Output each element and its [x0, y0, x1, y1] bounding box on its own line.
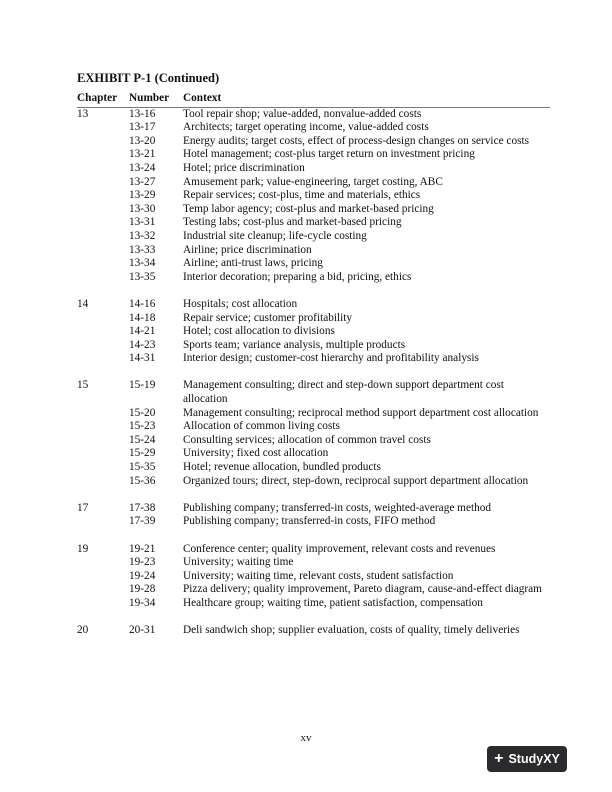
context-cell: Hotel; cost allocation to divisions: [183, 325, 335, 338]
chapter-cell: [77, 230, 129, 244]
chapter-cell: 15: [77, 379, 89, 392]
chapter-cell: [77, 461, 129, 475]
context-cell: Hotel; price discrimination: [183, 161, 305, 174]
context-cell: University; waiting time: [183, 556, 294, 569]
number-cell: 13-30: [129, 202, 156, 215]
chapter-cell: 20: [77, 624, 89, 637]
chapter-cell: [77, 189, 129, 203]
number-cell: 13-29: [129, 189, 156, 202]
chapter-cell: [77, 271, 129, 285]
context-cell: Energy audits; target costs, effect of process-design changes on service costs: [183, 134, 530, 147]
number-cell: 13-17: [129, 121, 156, 134]
number-cell: 15-29: [129, 447, 156, 460]
table-row: [77, 379, 550, 406]
chapter-cell: [77, 475, 129, 489]
table-row: [77, 352, 550, 366]
chapter-group: [77, 502, 550, 529]
chapter-cell: [77, 257, 129, 271]
number-cell: 13-20: [129, 134, 156, 147]
context-cell: Management consulting; reciprocal method support department cost allocation: [183, 406, 539, 419]
table-row: [77, 108, 550, 122]
chapter-cell: [77, 325, 129, 339]
table-row: [77, 502, 550, 516]
number-cell: 19-28: [129, 583, 156, 596]
table-header: [77, 92, 550, 108]
number-cell: 14-31: [129, 352, 156, 365]
chapter-cell: 14: [77, 297, 89, 310]
table-row: [77, 244, 550, 258]
table-row: [77, 148, 550, 162]
context-cell: Interior design; customer-cost hierarchy and profitability analysis: [183, 352, 479, 365]
context-cell: Airline; price discrimination: [183, 243, 312, 256]
number-cell: 14-23: [129, 338, 156, 351]
context-cell: Publishing company; transferred-in costs, FIFO method: [183, 515, 436, 528]
chapter-cell: [77, 121, 129, 135]
context-cell: Conference center; quality improvement, relevant costs and revenues: [183, 542, 496, 555]
table-row: [77, 434, 550, 448]
table-row: [77, 189, 550, 203]
chapter-cell: [77, 312, 129, 326]
context-cell: Publishing company; transferred-in costs, weighted-average method: [183, 501, 492, 514]
chapter-cell: 19: [77, 542, 89, 555]
number-cell: 20-31: [129, 624, 156, 637]
context-cell: Amusement park; value-engineering, target costing, ABC: [183, 175, 443, 188]
context-cell: University; fixed cost allocation: [183, 447, 329, 460]
chapter-group: [77, 624, 550, 638]
number-cell: 15-36: [129, 474, 156, 487]
number-cell: 13-21: [129, 148, 156, 161]
number-cell: 17-39: [129, 515, 156, 528]
number-cell: 13-33: [129, 243, 156, 256]
chapter-cell: [77, 352, 129, 366]
number-cell: 19-24: [129, 569, 156, 582]
context-cell: Repair services; cost-plus, time and materials, ethics: [183, 189, 421, 202]
number-cell: 13-31: [129, 216, 156, 229]
number-cell: 14-16: [129, 297, 156, 310]
chapter-group: [77, 108, 550, 285]
number-cell: 15-24: [129, 433, 156, 446]
number-cell: 15-20: [129, 406, 156, 419]
context-cell: Repair service; customer profitability: [183, 311, 353, 324]
chapter-cell: [77, 556, 129, 570]
chapter-cell: [77, 407, 129, 421]
number-cell: 17-38: [129, 501, 156, 514]
chapter-cell: [77, 216, 129, 230]
table-row: [77, 121, 550, 135]
context-cell: Tool repair shop; value-added, nonvalue-added costs: [183, 107, 422, 120]
number-cell: 14-21: [129, 325, 156, 338]
context-cell: Industrial site cleanup; life-cycle costing: [183, 229, 367, 242]
chapter-cell: [77, 583, 129, 597]
context-cell: Interior decoration; preparing a bid, pricing, ethics: [183, 270, 412, 283]
table-row: [77, 556, 550, 570]
number-cell: 15-23: [129, 420, 156, 433]
chapter-cell: 13: [77, 107, 89, 120]
chapter-group: [77, 543, 550, 611]
context-cell: Sports team; variance analysis, multiple products: [183, 338, 406, 351]
chapter-cell: [77, 420, 129, 434]
chapter-cell: [77, 244, 129, 258]
table-row: [77, 325, 550, 339]
table-row: [77, 339, 550, 353]
chapter-cell: [77, 515, 129, 529]
context-cell: Testing labs; cost-plus and market-based pricing: [183, 216, 402, 229]
table-row: [77, 312, 550, 326]
chapter-cell: [77, 135, 129, 149]
context-cell: Architects; target operating income, value-added costs: [183, 121, 429, 134]
table-row: [77, 515, 550, 529]
table-row: [77, 407, 550, 421]
chapter-cell: [77, 176, 129, 190]
number-cell: 13-16: [129, 107, 156, 120]
number-cell: 19-23: [129, 556, 156, 569]
context-cell: Organized tours; direct, step-down, reciprocal support department allocation: [183, 474, 529, 487]
context-cell: Temp labor agency; cost-plus and market-based pricing: [183, 202, 434, 215]
exhibit-title: EXHIBIT P-1 (Continued): [77, 71, 220, 85]
context-cell: Pizza delivery; quality improvement, Pareto diagram, cause-and-effect diagram: [183, 583, 542, 596]
table-row: [77, 216, 550, 230]
context-cell: Allocation of common living costs: [183, 420, 340, 433]
number-cell: 13-34: [129, 257, 156, 270]
context-cell: Management consulting; direct and step-down support department cost allocation: [183, 379, 504, 406]
table-row: [77, 475, 550, 489]
context-cell: University; waiting time, relevant costs, student satisfaction: [183, 569, 454, 582]
number-cell: 13-35: [129, 270, 156, 283]
table-row: [77, 420, 550, 434]
studyxy-badge[interactable]: [487, 746, 567, 772]
number-cell: 13-24: [129, 161, 156, 174]
header-number: Number: [129, 92, 170, 104]
table-row: [77, 543, 550, 557]
context-cell: Hotel management; cost-plus target return on investment pricing: [183, 148, 475, 161]
table-row: [77, 597, 550, 611]
table-row: [77, 583, 550, 597]
context-cell: Hospitals; cost allocation: [183, 297, 298, 310]
table-row: [77, 298, 550, 312]
chapter-cell: [77, 339, 129, 353]
number-cell: 15-19: [129, 379, 156, 392]
number-cell: 15-35: [129, 461, 156, 474]
context-cell: Consulting services; allocation of common travel costs: [183, 433, 431, 446]
table-row: [77, 447, 550, 461]
chapter-cell: 17: [77, 501, 89, 514]
chapter-cell: [77, 148, 129, 162]
page-number: xv: [300, 732, 312, 744]
number-cell: 13-27: [129, 175, 156, 188]
context-cell: Deli sandwich shop; supplier evaluation, costs of quality, timely deliveries: [183, 624, 520, 637]
context-cell: Airline; anti-trust laws, pricing: [183, 257, 323, 270]
context-cell: Healthcare group; waiting time, patient satisfaction, compensation: [183, 596, 483, 609]
plus-icon: +: [494, 750, 504, 767]
table-row: [77, 162, 550, 176]
table-row: [77, 135, 550, 149]
number-cell: 13-32: [129, 229, 156, 242]
chapter-group: [77, 298, 550, 366]
table-row: [77, 624, 550, 638]
chapter-cell: [77, 597, 129, 611]
chapter-cell: [77, 447, 129, 461]
chapter-cell: [77, 434, 129, 448]
context-cell: Hotel; revenue allocation, bundled products: [183, 461, 381, 474]
number-cell: 19-21: [129, 542, 156, 555]
chapter-cell: [77, 570, 129, 584]
chapter-cell: [77, 203, 129, 217]
table-row: [77, 461, 550, 475]
table-row: [77, 570, 550, 584]
chapter-cell: [77, 162, 129, 176]
table-row: [77, 257, 550, 271]
number-cell: 19-34: [129, 596, 156, 609]
exhibit-table: [77, 92, 550, 651]
header-chapter: Chapter: [77, 92, 118, 104]
table-row: [77, 271, 550, 285]
table-body: [77, 108, 550, 638]
table-row: [77, 176, 550, 190]
chapter-group: [77, 379, 550, 488]
table-row: [77, 230, 550, 244]
table-row: [77, 203, 550, 217]
header-context: Context: [183, 92, 222, 104]
number-cell: 14-18: [129, 311, 156, 324]
badge-label: StudyXY: [508, 752, 560, 766]
